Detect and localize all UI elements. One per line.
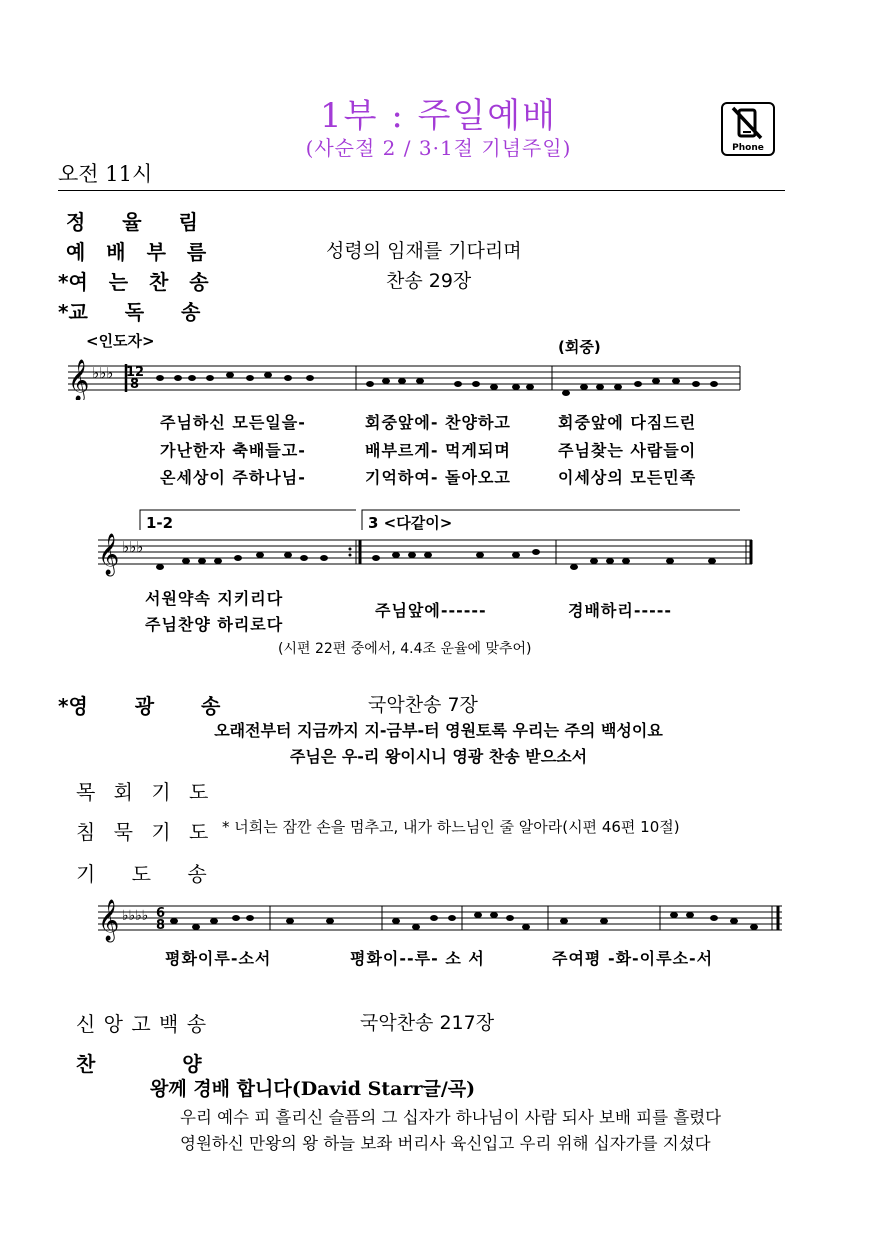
reading-lyrics-2a: 가난한자 축배들고-	[160, 441, 306, 460]
reading-ending-lyrics-4: 경배하리-----	[568, 601, 673, 620]
header-divider	[58, 190, 785, 191]
flat-icon-2: ♭♭♭	[122, 538, 144, 556]
flat-icon-3: ♭♭♭♭	[122, 908, 149, 924]
time-signature-bottom: 8	[130, 377, 140, 392]
reading-ending-lyrics-1: 서원약속 지키리다	[145, 589, 284, 608]
reading-staff-1	[60, 330, 750, 400]
gloria-lyrics-1: 오래전부터 지금까지 지-금부-터 영원토록 우리는 주의 백성이요	[214, 721, 663, 740]
order-item-prayer-song: 기 도 송	[76, 862, 207, 886]
reading-ending-lyrics-2: 주님찬양 하리로다	[145, 615, 284, 634]
prayer-song-staff	[90, 884, 790, 948]
anthem-lyrics-2: 영원하신 만왕의 왕 하늘 보좌 버리사 육신입고 우리 위해 십자가를 지셨다	[180, 1134, 711, 1153]
service-time: 오전 11시	[58, 162, 153, 186]
order-item-creed: 신 앙 고 백 송	[76, 1012, 207, 1036]
anthem-lyrics-1: 우리 예수 피 흘리신 슬픔의 그 십자가 하나님이 사람 되사 보배 피를 흘렸다	[180, 1108, 722, 1127]
no-phone-icon	[721, 102, 775, 156]
notes-prayer-song	[170, 912, 758, 930]
prayer-song-lyrics-3: 주여평 -화-이루소-서	[552, 949, 714, 968]
page-title: 1부 : 주일예배	[320, 96, 557, 136]
gloria-info: 국악찬송 7장	[368, 694, 478, 716]
reading-lyrics-3c: 이세상의 모든민족	[558, 468, 697, 487]
prayer-song-lyrics-1: 평화이루-소서	[165, 949, 272, 968]
reading-lyrics-1a: 주님하신 모든일을-	[160, 413, 306, 432]
silent-prayer-info: * 너희는 잠깐 손을 멈추고, 내가 하느님인 줄 알아라(시편 46편 10절)	[222, 818, 680, 836]
order-item-pastoral-prayer: 목 회 기 도	[76, 780, 209, 804]
order-item-anthem: 찬 양	[76, 1052, 202, 1076]
reading-ending-lyrics-3: 주님앞에------	[375, 601, 487, 620]
reading-lyrics-1c: 회중앞에 다짐드린	[558, 413, 697, 432]
ending-1-label: 1-2	[146, 514, 174, 532]
order-item-responsive-reading: *교 독 송	[58, 300, 201, 324]
reading-lyrics-2c: 주님찾는 사람들이	[558, 441, 697, 460]
reading-lyrics-1b: 회중앞에- 찬양하고	[365, 413, 511, 432]
prayer-time-bottom: 8	[156, 918, 166, 933]
ending-3-label: 3 <다같이>	[368, 514, 453, 532]
prayer-song-lyrics-2: 평화이--루- 소 서	[350, 949, 485, 968]
treble-clef-icon-2: 𝄞	[98, 534, 120, 575]
prayer-time-top: 6	[156, 906, 166, 921]
order-item-opening-hymn: *여 는 찬 송	[58, 270, 209, 294]
reading-lyrics-2b: 배부르게- 먹게되며	[365, 441, 511, 460]
reading-source: (시편 22편 중에서, 4.4조 운율에 맞추어)	[278, 641, 532, 657]
order-item-gloria: *영 광 송	[58, 694, 221, 718]
opening-hymn-info: 찬송 29장	[386, 270, 472, 292]
congregation-label: (회중)	[558, 338, 601, 356]
leader-label: <인도자>	[86, 332, 155, 350]
anthem-title: 왕께 경배 합니다(David Starr글/곡)	[150, 1078, 476, 1100]
flat-icon: ♭♭♭	[92, 364, 114, 382]
call-to-worship-info: 성령의 임재를 기다리며	[326, 240, 522, 262]
reading-lyrics-3b: 기억하여- 돌아오고	[365, 468, 511, 487]
order-item-prelude: 정 율 림	[66, 210, 198, 234]
time-signature-top: 12	[126, 365, 145, 380]
page-subtitle: (사순절 2 / 3·1절 기념주일)	[305, 136, 572, 160]
creed-info: 국악찬송 217장	[360, 1012, 495, 1034]
treble-clef-icon-3: 𝄞	[98, 900, 120, 941]
order-item-silent-prayer: 침 묵 기 도	[76, 820, 209, 844]
gloria-lyrics-2: 주님은 우-리 왕이시니 영광 찬송 받으소서	[289, 747, 588, 766]
reading-staff-2	[90, 504, 760, 584]
phone-label: Phone	[732, 143, 764, 153]
reading-lyrics-3a: 온세상이 주하나님-	[160, 468, 306, 487]
order-item-call-to-worship: 예 배 부 름	[66, 240, 207, 264]
treble-clef-icon: 𝄞	[68, 360, 90, 400]
